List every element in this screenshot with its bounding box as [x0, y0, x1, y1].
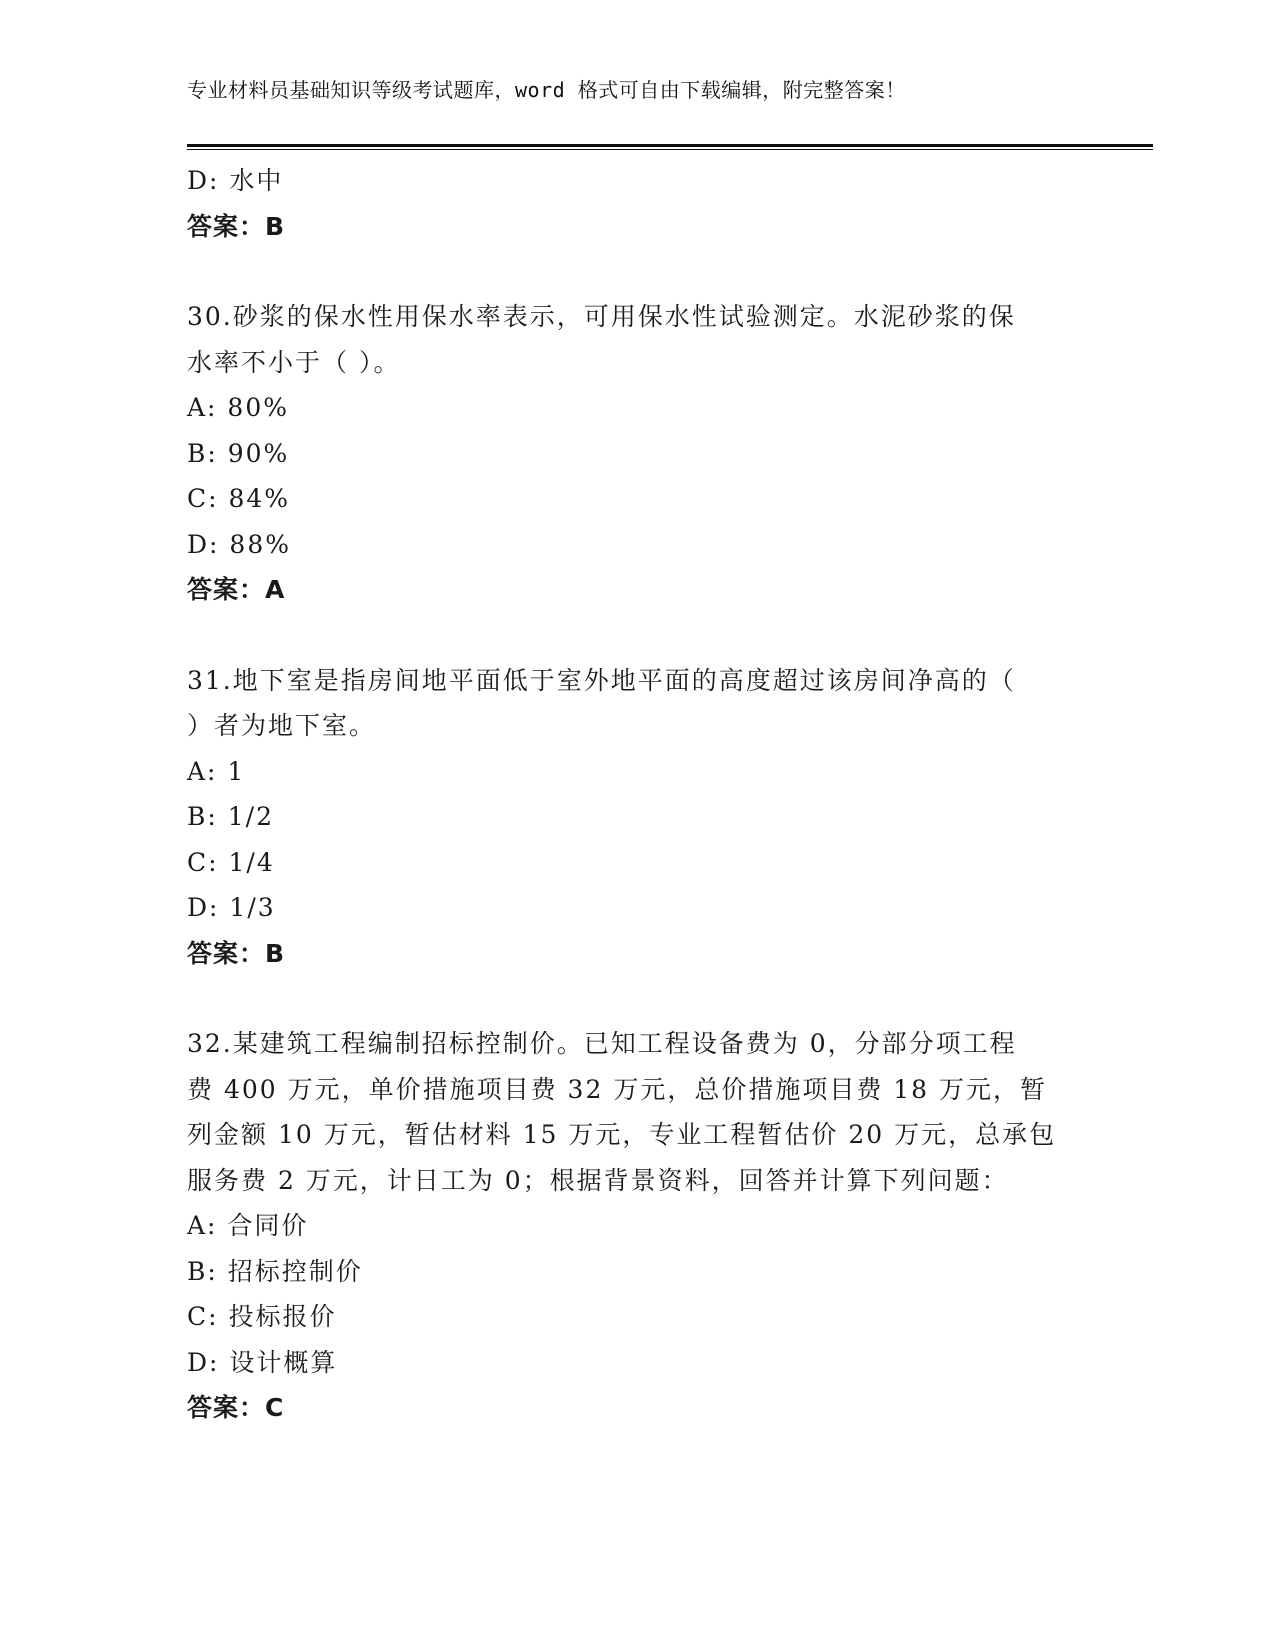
question-text: 30.砂浆的保水性用保水率表示，可用保水性试验测定。水泥砂浆的保 — [187, 302, 1016, 331]
header-rule-thin — [187, 149, 1153, 150]
answer: 答案：B — [187, 211, 286, 241]
document-body — [187, 158, 1087, 1431]
page-header: 专业材料员基础知识等级考试题库，word 格式可自由下载编辑，附完整答案！ — [187, 78, 906, 102]
option-a: A: 1 — [187, 756, 246, 786]
option-d: D: 1/3 — [187, 893, 276, 922]
question-text: 服务费 2 万元，计日工为 0；根据背景资料，回答并计算下列问题： — [187, 1165, 1009, 1195]
question-text: 水率不小于（ ）。 — [187, 347, 401, 377]
option-c: C: 1/4 — [187, 847, 275, 877]
question-block — [187, 658, 1087, 977]
option-b: B: 90% — [187, 438, 290, 468]
question-text: ）者为地下室。 — [187, 711, 377, 740]
option-a: A: 合同价 — [187, 1211, 309, 1240]
question-text: 31.地下室是指房间地平面低于室外地平面的高度超过该房间净高的（ — [187, 665, 1016, 695]
option-b: B: 招标控制价 — [187, 1256, 363, 1286]
question-block — [187, 294, 1087, 613]
answer: 答案：B — [187, 938, 286, 968]
option-c: C: 投标报价 — [187, 1302, 337, 1331]
option-d: D: 88% — [187, 529, 291, 559]
question-text: 32.某建筑工程编制招标控制价。已知工程设备费为 0，分部分项工程 — [187, 1029, 1017, 1058]
question-text: 费 400 万元，单价措施项目费 32 万元，总价措施项目费 18 万元，暂 — [187, 1074, 1048, 1104]
question-block — [187, 1021, 1087, 1431]
header-rule-thick — [187, 144, 1153, 147]
option-a: A: 80% — [187, 393, 289, 422]
answer: 答案：A — [187, 575, 286, 604]
option-d: D: 设计概算 — [187, 1347, 338, 1377]
option-b: B: 1/2 — [187, 802, 274, 831]
answer: 答案：C — [187, 1393, 285, 1422]
option-d: D: 水中 — [187, 166, 284, 195]
question-text: 列金额 10 万元，暂估材料 15 万元，专业工程暂估价 20 万元，总承包 — [187, 1120, 1057, 1149]
option-c: C: 84% — [187, 484, 291, 513]
